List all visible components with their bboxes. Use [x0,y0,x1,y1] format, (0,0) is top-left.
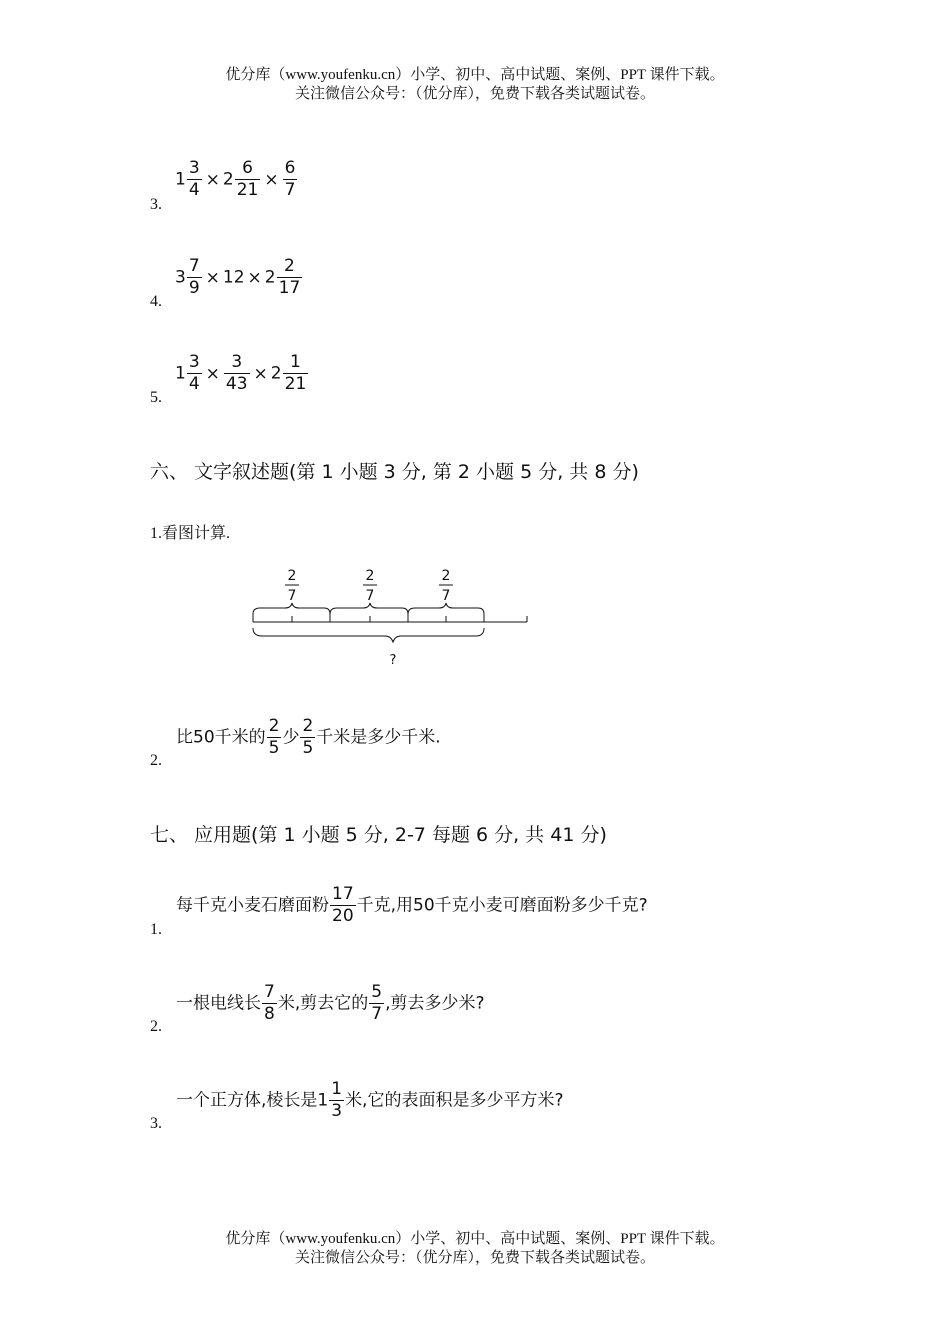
calc-expression-3: 1 $\frac{3}{4}$ × 2 $\frac{6}{21}$ × $\frac{6}{7}$ [175,158,296,200]
diagram-frac-denominator: 7 [365,588,375,604]
diagram-frac-numerator: 2 [365,568,375,584]
question-7-2-text: 一根电线长 $\frac{7}{8}$ 米,剪去它的 $\frac{5}{7}$ ,剪去多少米? [176,982,485,1024]
question-number: 3. [150,1115,162,1132]
item-number: 5. [150,389,162,406]
question-6-1: 1.看图计算. [150,525,231,542]
question-number: 2. [150,752,162,769]
number-line-diagram [240,560,540,675]
question-number: 1. [150,921,162,938]
calc-expression-4: 3 $\frac{7}{9}$ × 12 × 2 $\frac{2}{17}$ [175,256,301,298]
diagram-frac-numerator: 2 [287,568,297,584]
footer-line-1: 优分库（www.youfenku.cn）小学、初中、高中试题、案例、PPT 课件下载。 [225,1231,725,1247]
question-6-2-text: 比50千米的 $\frac{2}{5}$ 少 $\frac{2}{5}$ 千米是多少千米. [176,716,441,758]
question-7-1-text: 每千克小麦石磨面粉 $\frac{17}{20}$ 千克,用50千克小麦可磨面粉多少千克? [176,884,648,926]
diagram-frac-numerator: 2 [441,568,451,584]
diagram-frac-denominator: 7 [287,588,297,604]
footer-line-2: 关注微信公众号：（优分库），免费下载各类试题试卷。 [294,1250,655,1266]
item-number: 4. [150,293,162,310]
question-number: 2. [150,1018,162,1035]
section-6-title: 六、 文字叙述题(第 1 小题 3 分, 第 2 小题 5 分, 共 8 分) [150,461,639,483]
question-7-3-text: 一个正方体,棱长是1 $\frac{1}{3}$ 米,它的表面积是多少平方米? [176,1079,564,1121]
header-line-2: 关注微信公众号：（优分库），免费下载各类试题试卷。 [294,86,655,102]
diagram-question-mark: ? [389,653,397,668]
section-7-title: 七、 应用题(第 1 小题 5 分, 2-7 每题 6 分, 共 41 分) [150,824,607,846]
header-line-1: 优分库（www.youfenku.cn）小学、初中、高中试题、案例、PPT 课件下载。 [225,67,725,83]
item-number: 3. [150,196,162,213]
diagram-frac-denominator: 7 [441,588,451,604]
calc-expression-5: 1 $\frac{3}{4}$ × $\frac{3}{43}$ × 2 $\frac{1}{21}$ [175,352,307,394]
